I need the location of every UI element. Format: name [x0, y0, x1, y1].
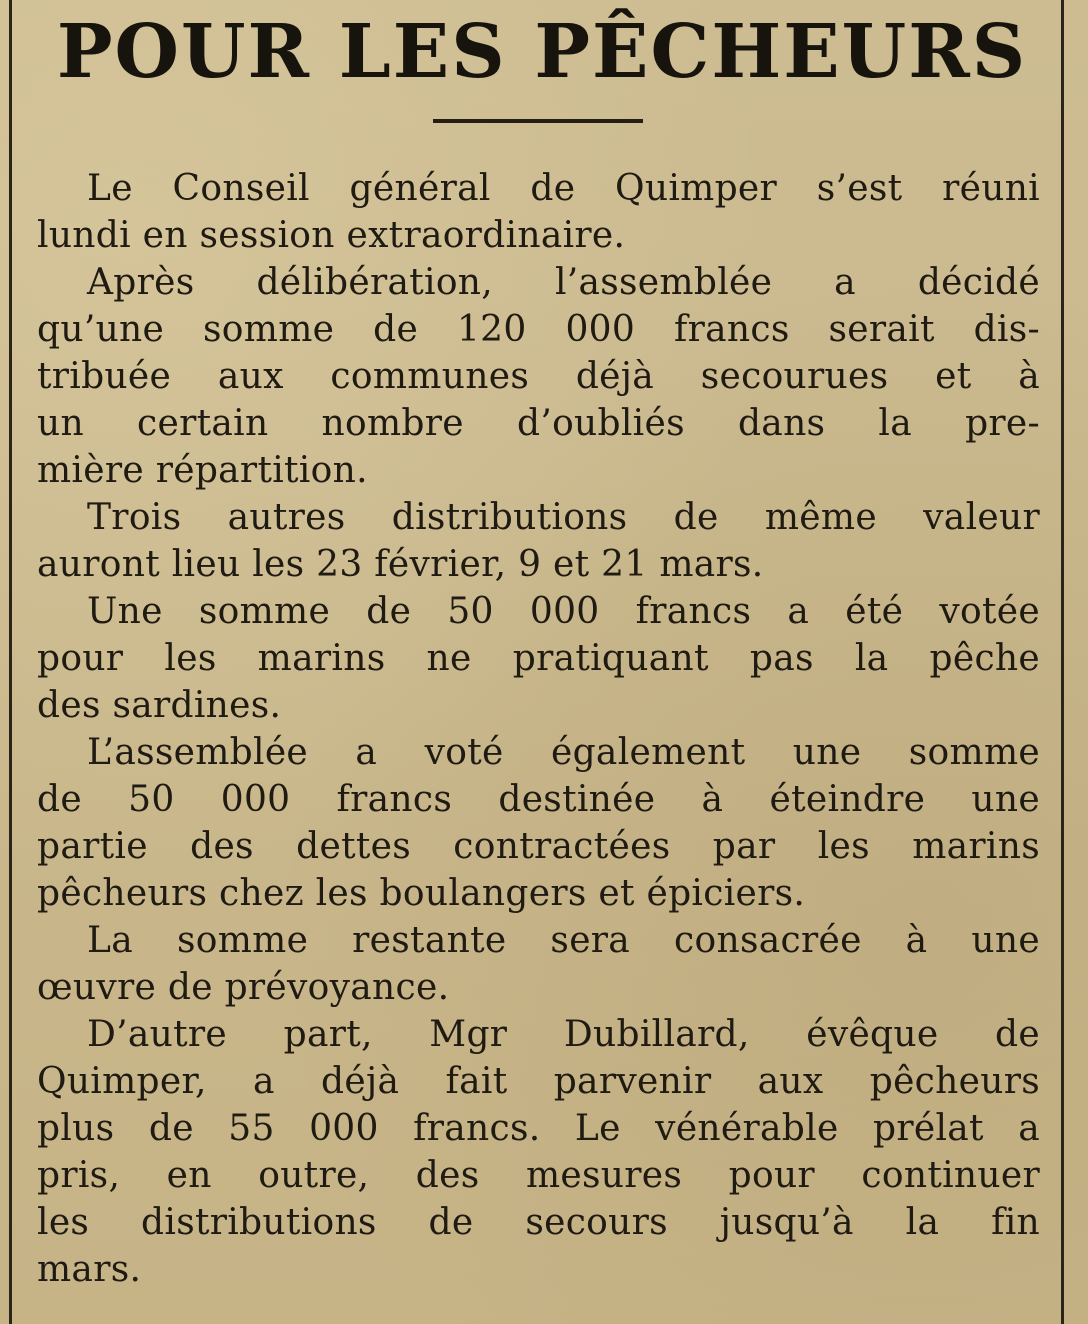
- article-line: L’assemblée a voté également une somme: [87, 732, 1040, 773]
- article-line: des sardines.: [37, 685, 282, 726]
- paragraph-prevoyance: [37, 917, 1040, 1011]
- article-line: partie des dettes contractées par les marins: [37, 826, 1040, 867]
- article-line: un certain nombre d’oubliés dans la pre-: [37, 403, 1040, 444]
- left-column-rule: [9, 0, 12, 1324]
- paragraph-deliberation: [37, 259, 1040, 494]
- article-line: pour les marins ne pratiquant pas la pêche: [37, 638, 1040, 679]
- article-line: D’autre part, Mgr Dubillard, évêque de: [87, 1014, 1040, 1055]
- article-line: œuvre de prévoyance.: [37, 967, 450, 1008]
- article-line: auront lieu les 23 février, 9 et 21 mars.: [37, 544, 764, 585]
- article-body: [37, 165, 1040, 1293]
- article-line: de 50 000 francs destinée à éteindre une: [37, 779, 1040, 820]
- article-headline: POUR LES PÊCHEURS: [56, 9, 1028, 95]
- article-line: pris, en outre, des mesures pour continuer: [37, 1155, 1040, 1196]
- headline-divider: [433, 119, 643, 123]
- paragraph-marins: [37, 588, 1040, 729]
- paragraph-distributions: [37, 494, 1040, 588]
- article-line: La somme restante sera consacrée à une: [87, 920, 1040, 961]
- article-line: qu’une somme de 120 000 francs serait dis-: [37, 309, 1040, 350]
- article-line: Quimper, a déjà fait parvenir aux pêcheurs: [37, 1061, 1040, 1102]
- paragraph-dettes: [37, 729, 1040, 917]
- article-line: Une somme de 50 000 francs a été votée: [87, 591, 1040, 632]
- paragraph-conseil-general: [37, 165, 1040, 259]
- article-line: tribuée aux communes déjà secourues et à: [37, 356, 1040, 397]
- article-line: pêcheurs chez les boulangers et épiciers.: [37, 873, 806, 914]
- article-line: mière répartition.: [37, 450, 368, 491]
- article-line: Le Conseil général de Quimper s’est réuni: [87, 168, 1040, 209]
- paragraph-dubillard: [37, 1011, 1040, 1293]
- right-column-rule: [1061, 0, 1064, 1324]
- article-line: Trois autres distributions de même valeur: [87, 497, 1040, 538]
- article-line: Après délibération, l’assemblée a décidé: [87, 262, 1040, 303]
- article-line: les distributions de secours jusqu’à la fin: [37, 1202, 1040, 1243]
- article-line: mars.: [37, 1249, 142, 1290]
- article-line: lundi en session extraordinaire.: [37, 215, 626, 256]
- article-line: plus de 55 000 francs. Le vénérable prélat a: [37, 1108, 1040, 1149]
